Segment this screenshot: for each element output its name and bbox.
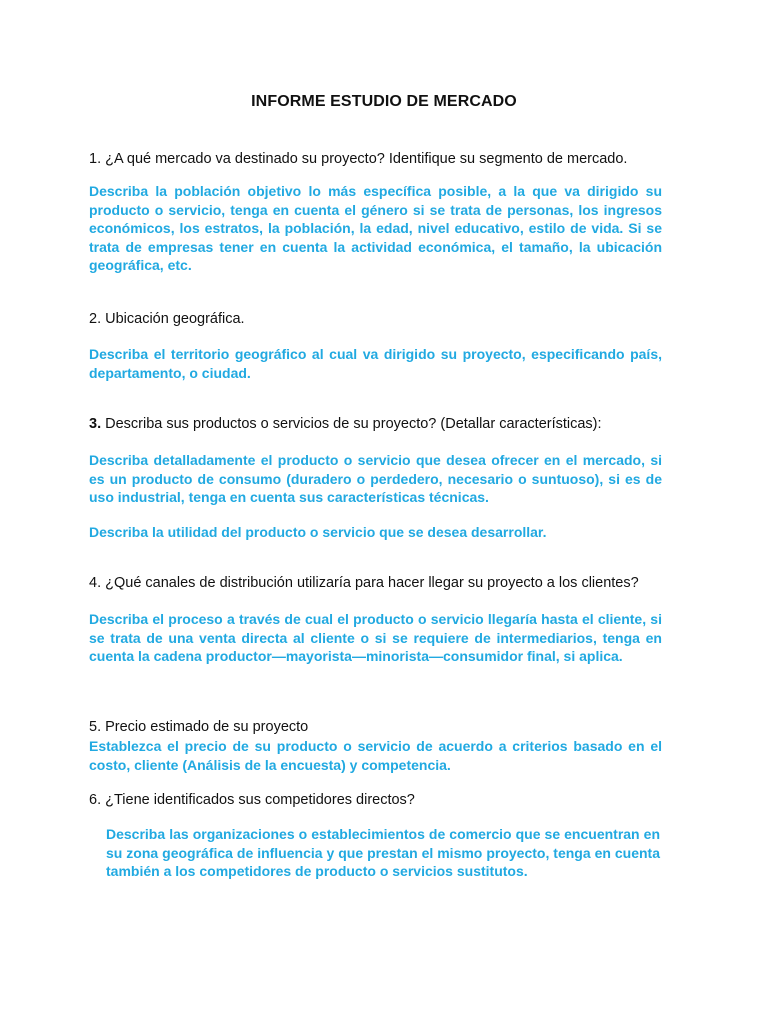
- question-3-text: Describa sus productos o servicios de su proyecto? (Detallar características):: [101, 416, 602, 432]
- question-1: 1. ¿A qué mercado va destinado su proyecto? Identifique su segmento de mercado.: [89, 151, 628, 167]
- question-3: [89, 415, 689, 433]
- question-4: 4. ¿Qué canales de distribución utilizaría para hacer llegar su proyecto a los clientes?: [89, 575, 639, 591]
- question-5: 5. Precio estimado de su proyecto: [89, 719, 309, 735]
- answer-2: Describa el territorio geográfico al cual va dirigido su proyecto, especificando país, departamento, o ciudad.: [89, 346, 662, 381]
- answer-1: Describa la población objetivo lo más específica posible, a la que va dirigido su producto o servicio, tenga en cuenta el género si se trata de personas, los ingresos económicos, los estratos, la población, la edad, nivel educativo, estilo de vida. Si se trata de empresas tener en cuenta la actividad económica, el tamaño, la ubicación geográfica, etc.: [89, 183, 662, 274]
- question-3-number: 3.: [89, 416, 102, 432]
- document-title: INFORME ESTUDIO DE MERCADO: [251, 93, 517, 110]
- answer-5: Establezca el precio de su producto o servicio de acuerdo a criterios basado en el costo, cliente (Análisis de la encuesta) y competencia.: [89, 738, 662, 773]
- answer-3b: Describa la utilidad del producto o servicio que se desea desarrollar.: [89, 524, 547, 540]
- question-6: 6. ¿Tiene identificados sus competidores directos?: [89, 792, 415, 808]
- answer-6: Describa las organizaciones o establecimientos de comercio que se encuentran en su zona geográfica de influencia y que prestan el mismo proyecto, tenga en cuenta también a los competidores de producto o servicios sustitutos.: [106, 826, 660, 880]
- answer-4: Describa el proceso a través de cual el producto o servicio llegaría hasta el cliente, si se trata de una venta directa al cliente o si se requiere de intermediarios, tenga en cuenta la cadena productor—mayorista—minorista—consumidor final, si aplica.: [89, 611, 662, 665]
- question-2: 2. Ubicación geográfica.: [89, 311, 245, 327]
- answer-3a: Describa detalladamente el producto o servicio que desea ofrecer en el mercado, si es un producto de consumo (duradero o perdedero, necesario o suntuoso), si es de uso industrial, tenga en cuenta sus características técnicas.: [89, 452, 662, 506]
